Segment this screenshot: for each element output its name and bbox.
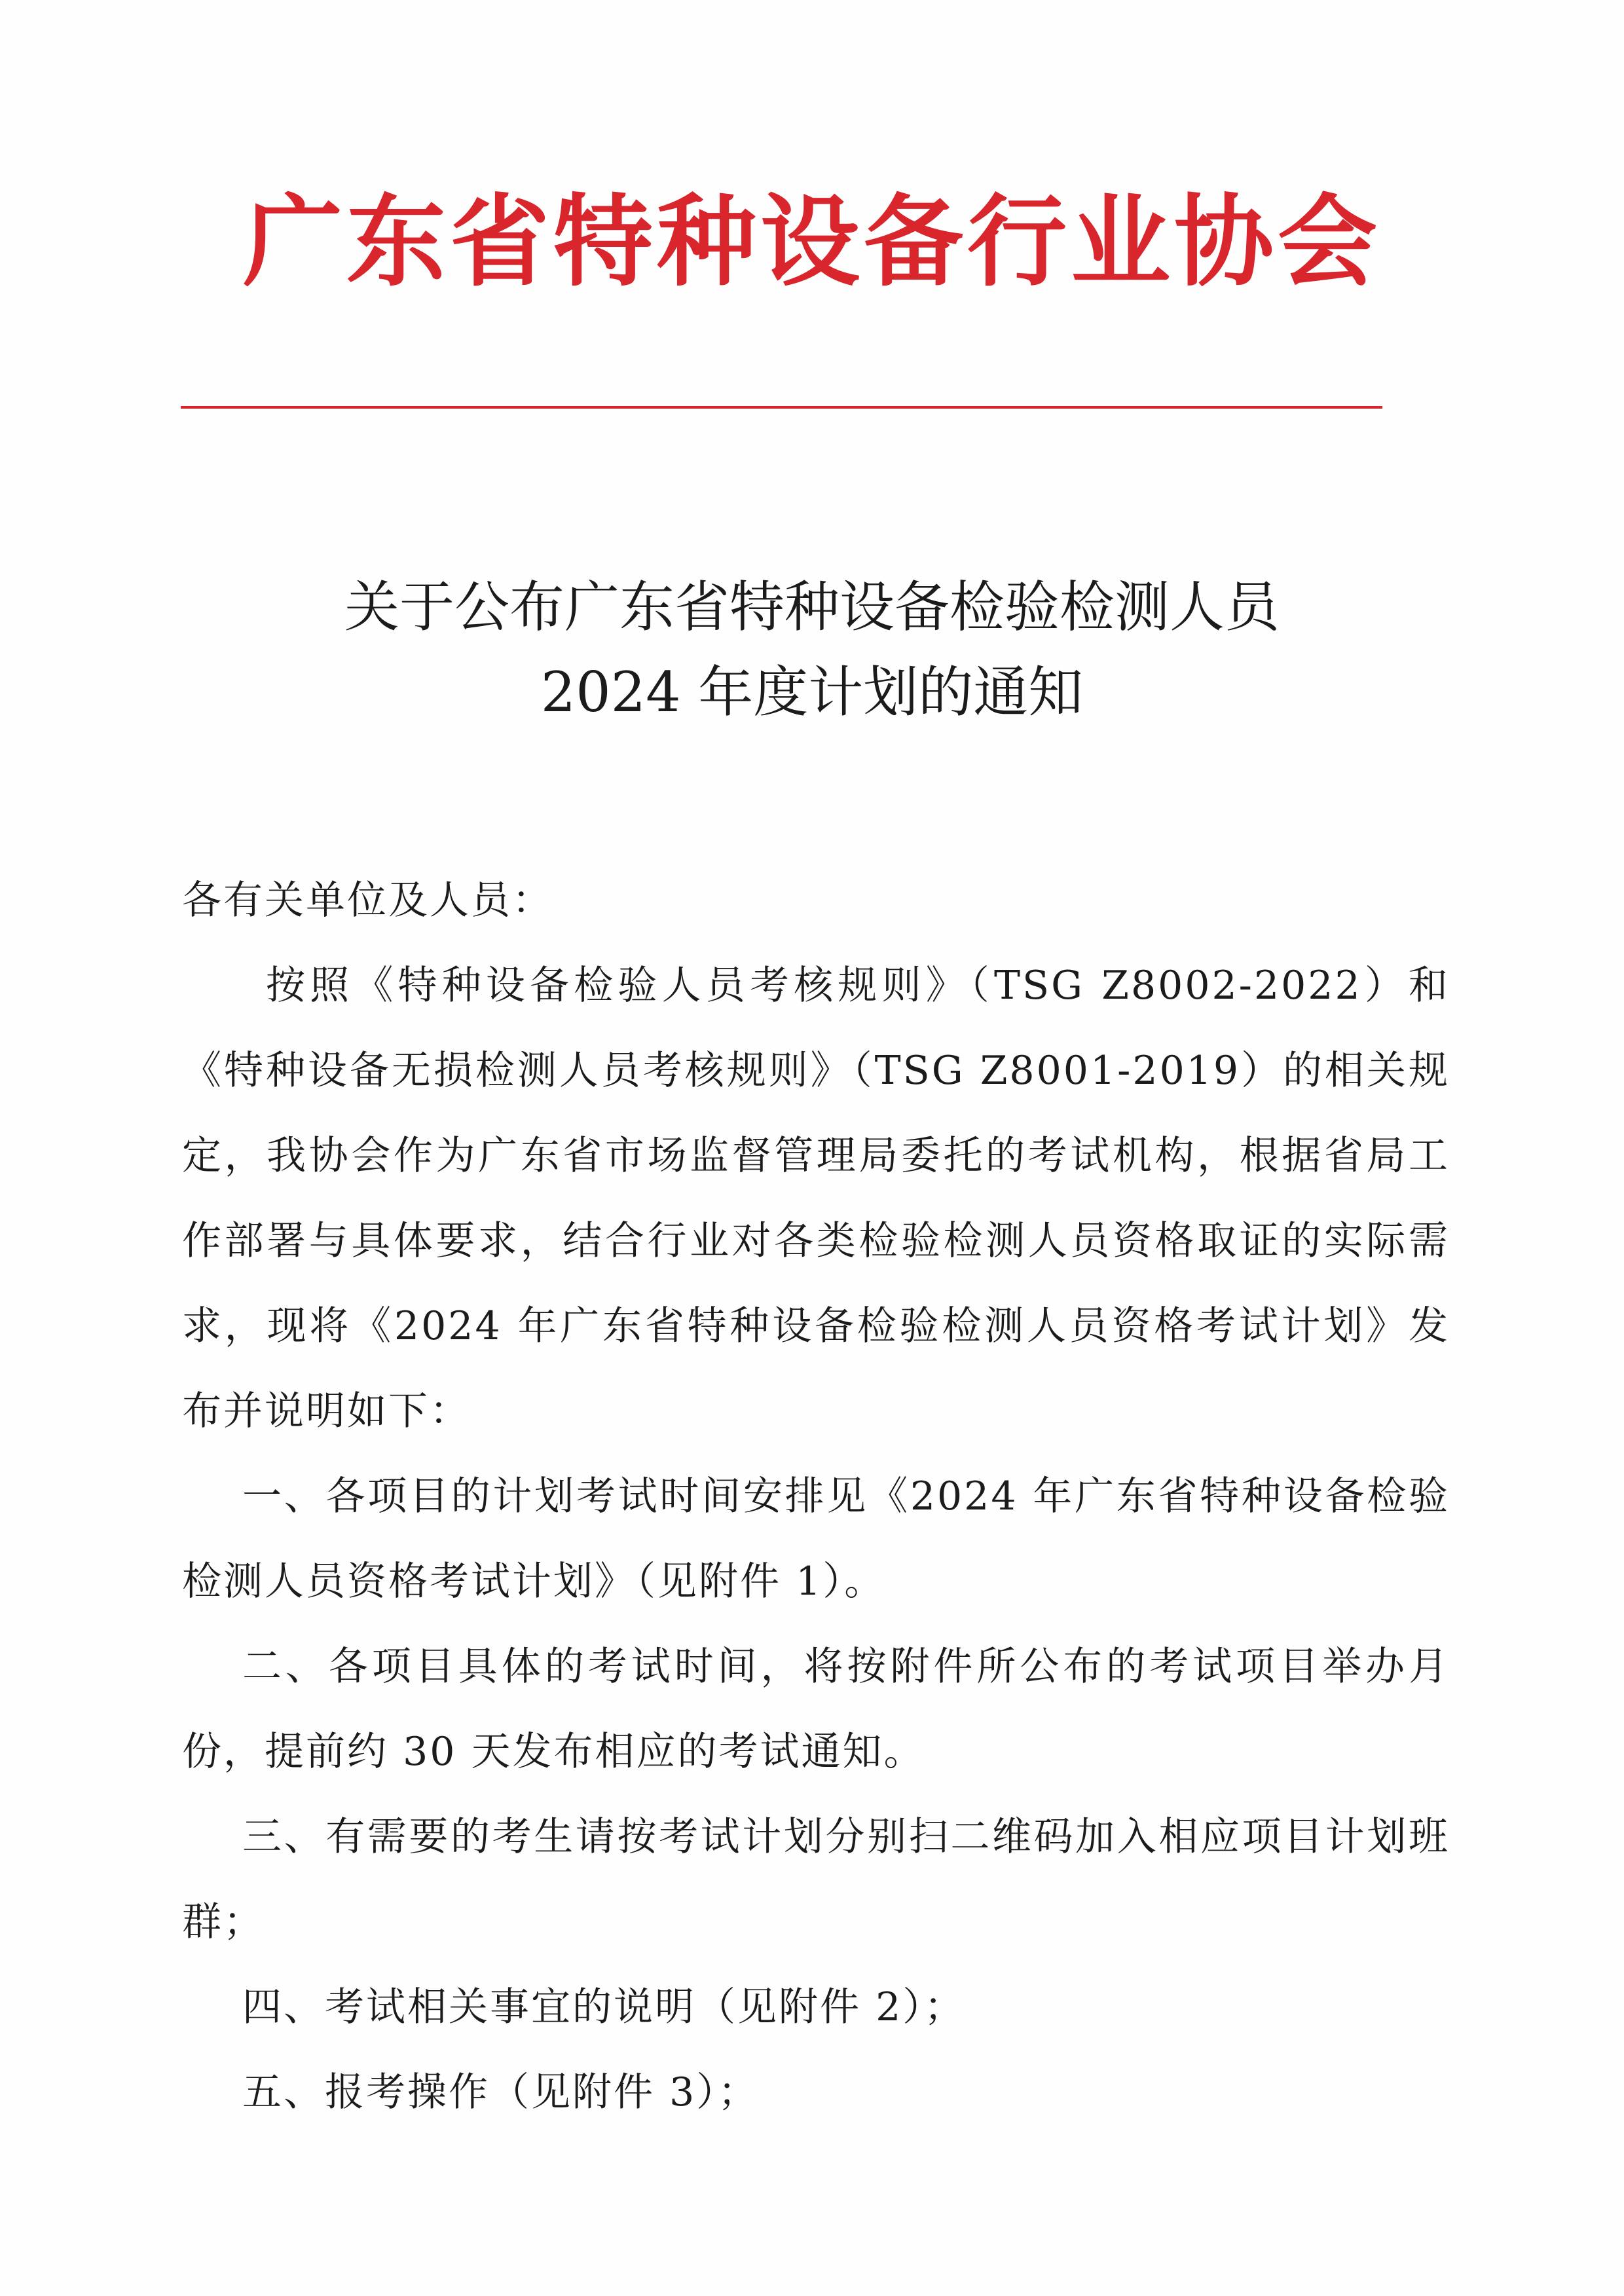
title-line-1: 关于公布广东省特种设备检验检测人员	[344, 575, 1280, 639]
list-item-4: 四、考试相关事宜的说明（见附件 2）；	[242, 1984, 966, 2030]
document-body	[182, 858, 1450, 2135]
list-item-1: 一、各项目的计划考试时间安排见《2024 年广东省特种设备检验检测人员资格考试计划》（见附件 1）。	[182, 1473, 1450, 1604]
salutation: 各有关单位及人员：	[182, 878, 553, 923]
document-title	[0, 565, 1624, 735]
intro-paragraph: 按照《特种设备检验人员考核规则》（TSG Z8002-2022）和《特种设备无损检测人员考核规则》（TSG Z8001-2019）的相关规定，我协会作为广东省市场监督管理局委托的考试机构，根据省局工作部署与具体要求，结合行业对各类检验检测人员资格取证的实际需求，现将《2024 年广东省特种设备检验检测人员资格考试计划》发布并说明如下：	[182, 963, 1450, 1434]
letterhead-divider	[181, 406, 1382, 409]
list-item-2: 二、各项目具体的考试时间，将按附件所公布的考试项目举办月份，提前约 30 天发布相应的考试通知。	[182, 1644, 1450, 1775]
list-item-3: 三、有需要的考生请按考试计划分别扫二维码加入相应项目计划班群；	[182, 1814, 1450, 1945]
list-item-5: 五、报考操作（见附件 3）；	[242, 2069, 760, 2115]
title-line-2: 2024 年度计划的通知	[540, 660, 1084, 724]
letterhead-org-name: 广东省特种设备行业协会	[243, 184, 1381, 300]
